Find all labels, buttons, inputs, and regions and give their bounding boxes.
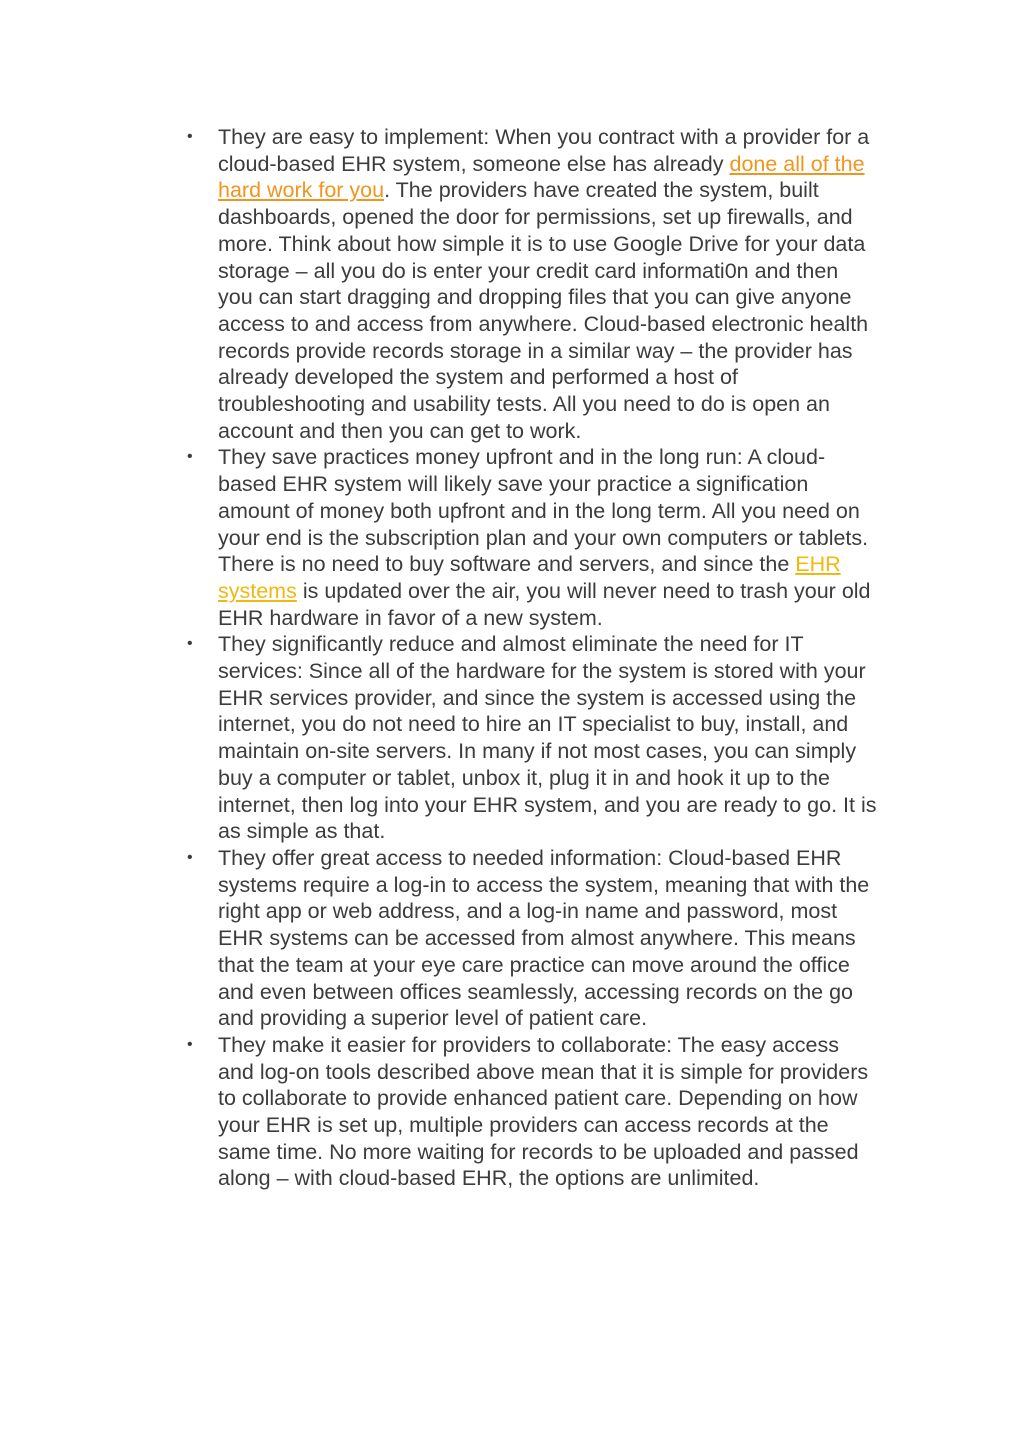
bullet-dot-icon: • <box>187 1035 193 1053</box>
bullet-text: is updated over the air, you will never need to trash your old EHR hardware in favor of a new system. <box>218 578 871 630</box>
bullet-item-collaborate <box>187 1032 878 1192</box>
bullet-dot-icon: • <box>187 635 193 653</box>
bullet-text: They significantly reduce and almost eliminate the need for IT services: Since all of the hardware for the system is stored with your EHR services provider, and since the system is accessed using the internet, you do not need to hire an IT specialist to buy, install, and maintain on-site servers. In many if not most cases, you can simply buy a computer or tablet, unbox it, plug it in and hook it up to the internet, then log into your EHR system, and you are ready to go. It is as simple as that. <box>218 632 877 844</box>
bullet-dot-icon: • <box>187 128 193 145</box>
bullet-item-reduce-it <box>187 631 878 845</box>
bullet-dot-icon: • <box>187 448 193 466</box>
bullet-item-save-money <box>187 444 878 631</box>
link-hard-work[interactable]: done all of the hard work for you <box>218 151 865 203</box>
bullet-dot-icon: • <box>187 848 193 866</box>
bullet-text: They save practices money upfront and in the long run: A cloud-based EHR system will likely save your practice a signification amount of money both upfront and in the long term. All you need on your end is the subscription plan and your own computers or tablets. There is no need to buy software and servers, and since the <box>218 445 869 577</box>
bullet-text: They make it easier for providers to collaborate: The easy access and log-on tools described above mean that it is simple for providers to collaborate to provide enhanced patient care. Depending on how your EHR is set up, multiple providers can access records at the same time. No more waiting for records to be uploaded and passed along – with cloud-based EHR, the options are unlimited. <box>218 1032 869 1191</box>
bullet-list <box>187 124 878 1192</box>
bullet-item-easy-to-implement <box>187 124 878 444</box>
bullet-item-access-information <box>187 845 878 1032</box>
bullet-text: . The providers have created the system, built dashboards, opened the door for permissions, set up firewalls, and more. Think about how simple it is to use Google Drive for your data storage – all you do is enter your credit card informati0n and then you can start dragging and dropping files that you can give anyone access to and access from anywhere. Cloud-based electronic health records provide records storage in a similar way – the provider has already developed the system and performed a host of troubleshooting and usability tests. All you need to do is open an account and then you can get to work. <box>218 178 869 443</box>
bullet-text: They are easy to implement: When you contract with a provider for a cloud-based EHR system, someone else has already <box>218 125 870 176</box>
bullet-text: They offer great access to needed information: Cloud-based EHR systems require a log-in to access the system, meaning that with the right app or web address, and a log-in name and password, most EHR systems can be accessed from almost anywhere. This means that the team at your eye care practice can move around the office and even between offices seamlessly, accessing records on the go and providing a superior level of patient care. <box>218 845 870 1031</box>
link-ehr-systems[interactable]: EHR systems <box>218 552 841 603</box>
